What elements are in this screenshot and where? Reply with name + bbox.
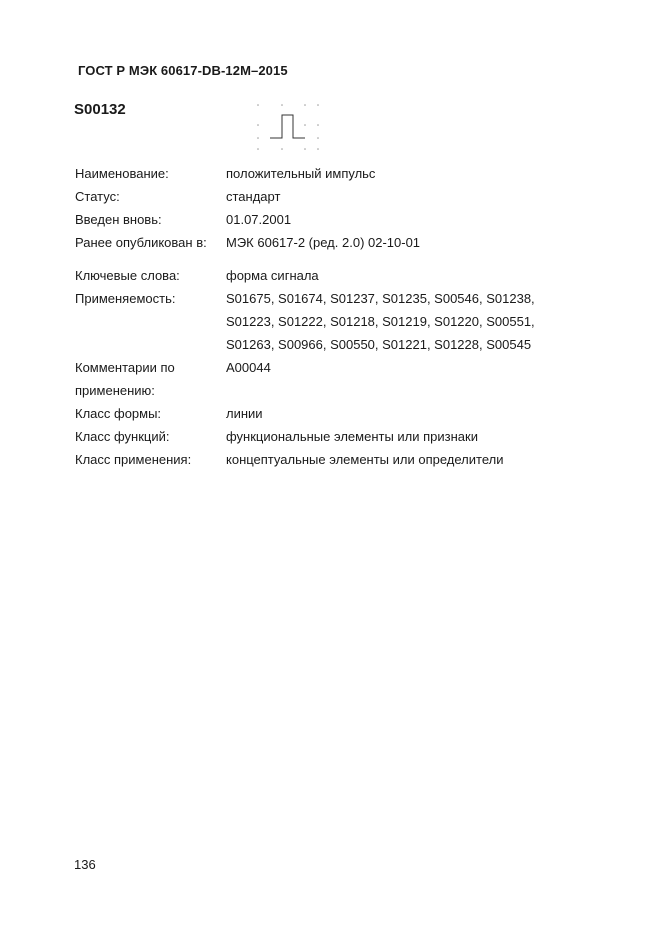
field-value: S01223, S01222, S01218, S01219, S01220, S00551, xyxy=(226,314,535,329)
field-row-applicability-cont xyxy=(75,333,635,356)
field-value: 01.07.2001 xyxy=(226,212,292,227)
field-value: S01263, S00966, S00550, S01221, S01228, S00545 xyxy=(226,337,532,352)
field-row-keywords xyxy=(75,264,635,287)
symbol-code: S00132 xyxy=(74,101,126,118)
field-value: концептуальные элементы или определители xyxy=(226,452,504,467)
positive-pulse-icon xyxy=(252,100,322,152)
field-row-name xyxy=(75,162,635,185)
field-value: линии xyxy=(226,406,263,421)
field-row-function-class xyxy=(75,425,635,448)
field-label: Ранее опубликован в: xyxy=(75,235,207,250)
field-value: форма сигнала xyxy=(226,268,319,283)
field-row-published xyxy=(75,231,635,254)
field-row-comments-cont xyxy=(75,379,635,402)
field-label: Ключевые слова: xyxy=(75,268,180,283)
field-label: Статус: xyxy=(75,189,120,204)
field-row-application-class xyxy=(75,448,635,471)
field-label: Введен вновь: xyxy=(75,212,162,227)
field-row-comments xyxy=(75,356,635,379)
field-value: положительный импульс xyxy=(226,166,376,181)
field-label: Класс применения: xyxy=(75,452,192,467)
field-row-introduced xyxy=(75,208,635,231)
field-label: Класс формы: xyxy=(75,406,162,421)
field-label: Применяемость: xyxy=(75,291,176,306)
field-label: Наименование: xyxy=(75,166,169,181)
field-row-applicability-cont xyxy=(75,310,635,333)
field-value: A00044 xyxy=(226,360,271,375)
field-row-status xyxy=(75,185,635,208)
properties-table xyxy=(75,162,635,471)
page-number: 136 xyxy=(74,857,96,872)
field-label: Комментарии по xyxy=(75,360,175,375)
field-label: Класс функций: xyxy=(75,429,170,444)
document-header: ГОСТ Р МЭК 60617-DB-12M–2015 xyxy=(78,63,288,78)
field-value: МЭК 60617-2 (ред. 2.0) 02-10-01 xyxy=(226,235,421,250)
field-row-shape-class xyxy=(75,402,635,425)
field-row-applicability xyxy=(75,287,635,310)
field-value: функциональные элементы или признаки xyxy=(226,429,478,444)
field-label: применению: xyxy=(75,383,155,398)
field-value: S01675, S01674, S01237, S01235, S00546, S01238, xyxy=(226,291,535,306)
field-value: стандарт xyxy=(226,189,281,204)
